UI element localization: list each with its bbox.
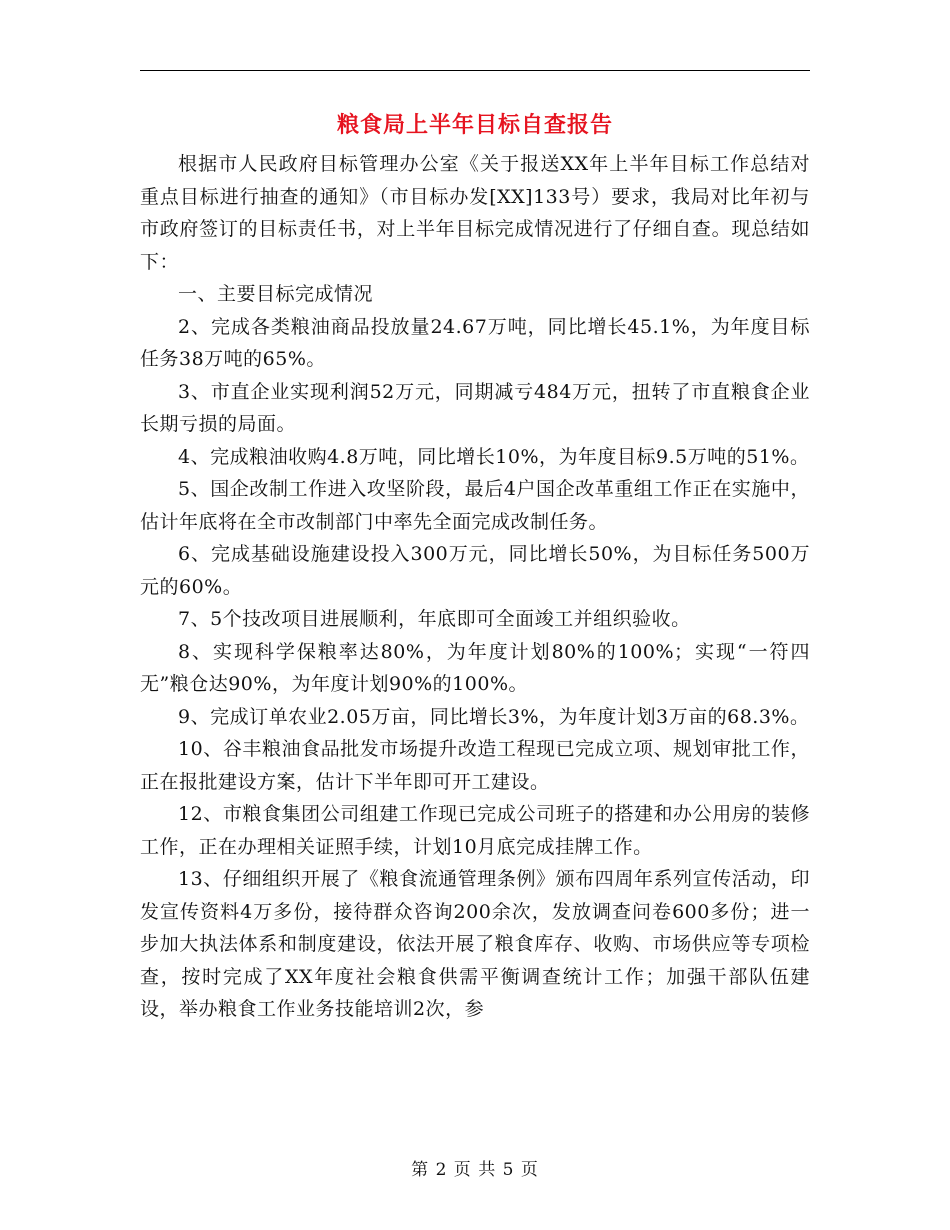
section-heading-main-targets: 一、主要目标完成情况 bbox=[178, 283, 374, 305]
paragraph-item-6: 6、完成基础设施建设投入300万元，同比增长50%，为目标任务500万元的60%。 bbox=[140, 543, 810, 598]
paragraph-item-9: 9、完成订单农业2.05万亩，同比增长3%，为年度计划3万亩的68.3%。 bbox=[178, 705, 810, 728]
paragraph-item-10: 10、谷丰粮油食品批发市场提升改造工程现已完成立项、规划审批工作，正在报批建设方案，估计下半年即可开工建设。 bbox=[140, 738, 810, 793]
paragraph-item-4: 4、完成粮油收购4.8万吨，同比增长10%，为年度目标9.5万吨的51%。 bbox=[178, 445, 810, 468]
paragraph-item-2: 2、完成各类粮油商品投放量24.67万吨，同比增长45.1%，为年度目标任务38万吨的65%。 bbox=[140, 315, 810, 370]
paragraph-intro: 根据市人民政府目标管理办公室《关于报送XX年上半年目标工作总结对重点目标进行抽查的通知》（市目标办发[XX]133号）要求，我局对比年初与市政府签订的目标责任书，对上半年目标完成情况进行了仔细自查。现总结如下： bbox=[140, 153, 810, 273]
page-number-footer: 第 2 页 共 5 页 bbox=[411, 1160, 539, 1180]
paragraph-item-12: 12、市粮食集团公司组建工作现已完成公司班子的搭建和办公用房的装修工作，正在办理相关证照手续，计划10月底完成挂牌工作。 bbox=[140, 803, 810, 858]
document-body bbox=[140, 148, 810, 1026]
header-rule bbox=[140, 70, 810, 71]
paragraph-item-3: 3、市直企业实现利润52万元，同期减亏484万元，扭转了市直粮食企业长期亏损的局面。 bbox=[140, 380, 810, 435]
document-title: 粮食局上半年目标自查报告 bbox=[336, 112, 613, 138]
paragraph-item-5: 5、国企改制工作进入攻坚阶段，最后4户国企改革重组工作正在实施中，估计年底将在全市改制部门中率先全面完成改制任务。 bbox=[140, 478, 810, 533]
paragraph-item-7: 7、5个技改项目进展顺利，年底即可全面竣工并组织验收。 bbox=[178, 608, 691, 630]
paragraph-item-13: 13、仔细组织开展了《粮食流通管理条例》颁布四周年系列宣传活动，印发宣传资料4万多份，接待群众咨询200余次，发放调查问卷600多份；进一步加大执法体系和制度建设，依法开展了粮食库存、收购、市场供应等专项检查，按时完成了XX年度社会粮食供需平衡调查统计工作；加强干部队伍建设，举办粮食工作业务技能培训2次，参 bbox=[140, 868, 810, 1020]
paragraph-item-8: 8、实现科学保粮率达80%，为年度计划80%的100%；实现“一符四无”粮仓达90%，为年度计划90%的100%。 bbox=[140, 640, 810, 695]
